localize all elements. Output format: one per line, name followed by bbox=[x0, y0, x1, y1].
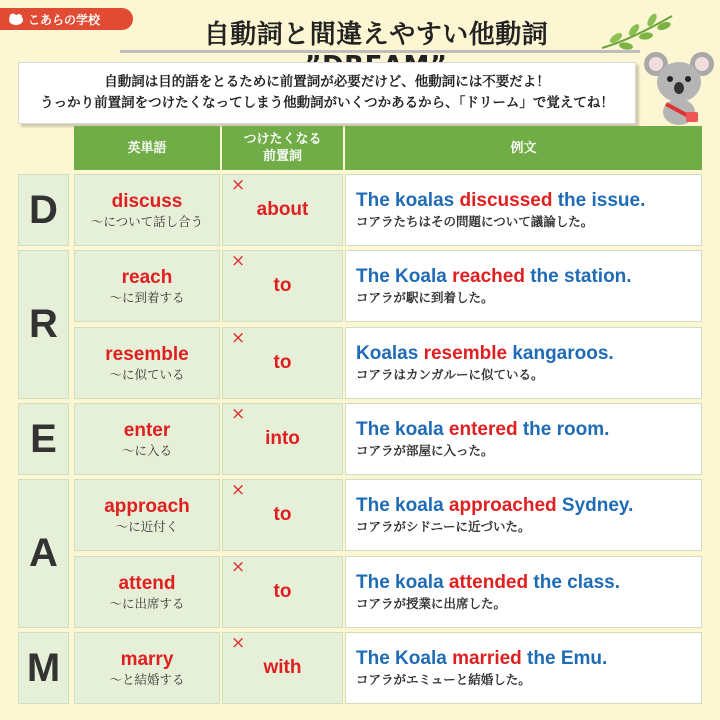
page-title: 自動詞と間違えやすい他動詞 bbox=[203, 20, 549, 50]
example-part: The koalas bbox=[356, 190, 460, 211]
word-meaning: ～に到着する bbox=[109, 289, 185, 305]
intro-message bbox=[18, 62, 636, 124]
example-part: kangaroos. bbox=[507, 343, 614, 364]
table-row-example bbox=[345, 174, 702, 246]
table-row-example bbox=[345, 327, 702, 399]
letter-e: E bbox=[18, 403, 69, 475]
intro-line-1: 自動詞は目的語をとるために前置詞が必要だけど、他動詞には不要だよ！ bbox=[104, 74, 550, 90]
header-example: 例文 bbox=[345, 126, 702, 170]
table-row-word bbox=[74, 327, 220, 399]
word-meaning: ～と結婚する bbox=[109, 671, 185, 687]
word-en: enter bbox=[123, 419, 171, 441]
table-row-word bbox=[74, 174, 220, 246]
word-en: reach bbox=[121, 266, 173, 288]
word-en: approach bbox=[104, 495, 190, 517]
word-meaning: ～に近付く bbox=[115, 518, 179, 534]
preposition: into bbox=[265, 428, 300, 449]
example-verb: attended bbox=[448, 572, 529, 593]
preposition: to bbox=[273, 581, 292, 602]
table-row-example bbox=[345, 403, 702, 475]
example-part: the station. bbox=[524, 266, 632, 287]
intro-line-2: うっかり前置詞をつけたくなってしまう他動詞がいくつかあるから、「ドリーム」で覚えてね！ bbox=[40, 95, 614, 111]
title-divider bbox=[120, 50, 640, 53]
example-sentence bbox=[356, 189, 701, 213]
word-en: attend bbox=[118, 572, 176, 594]
word-meaning: ～に出席する bbox=[109, 595, 185, 611]
word-en: resemble bbox=[105, 343, 189, 365]
example-part: The koala bbox=[356, 419, 449, 440]
cloud-icon bbox=[8, 12, 24, 26]
word-en: marry bbox=[120, 648, 174, 670]
example-verb: discussed bbox=[459, 190, 553, 211]
table-row-example bbox=[345, 556, 702, 628]
word-en: discuss bbox=[111, 190, 183, 212]
table-row-word bbox=[74, 632, 220, 704]
header-preposition bbox=[222, 126, 343, 170]
example-sentence bbox=[356, 647, 701, 671]
example-sentence bbox=[356, 418, 701, 442]
example-part: Sydney. bbox=[556, 495, 634, 516]
cross-mark-icon: × bbox=[231, 480, 246, 500]
preposition: to bbox=[273, 504, 292, 525]
example-verb: entered bbox=[448, 419, 518, 440]
table-row-prep bbox=[222, 174, 343, 246]
example-sentence bbox=[356, 494, 701, 518]
badge-label: こあらの学校 bbox=[28, 12, 101, 27]
table-row-example bbox=[345, 632, 702, 704]
preposition: about bbox=[256, 199, 309, 220]
example-translation: コアラが授業に出席した。 bbox=[356, 596, 507, 611]
example-translation: コアラたちはその問題について議論した。 bbox=[356, 214, 594, 229]
word-meaning: ～に入る bbox=[121, 442, 172, 458]
example-part: The Koala bbox=[356, 266, 453, 287]
table-row-prep bbox=[222, 632, 343, 704]
word-meaning: ～について話し合う bbox=[90, 213, 204, 229]
preposition: to bbox=[273, 352, 292, 373]
preposition: to bbox=[273, 275, 292, 296]
header-prep-line-1: つけたくなる bbox=[243, 132, 322, 147]
school-badge bbox=[0, 8, 133, 30]
example-verb: resemble bbox=[423, 343, 508, 364]
example-verb: married bbox=[452, 648, 522, 669]
example-translation: コアラがエミューと結婚した。 bbox=[356, 672, 531, 687]
example-part: the room. bbox=[517, 419, 610, 440]
preposition: with bbox=[263, 657, 302, 678]
cross-mark-icon: × bbox=[231, 633, 246, 653]
table-row-prep bbox=[222, 479, 343, 551]
table-row-prep bbox=[222, 403, 343, 475]
example-translation: コアラが部屋に入った。 bbox=[356, 443, 494, 458]
cross-mark-icon: × bbox=[231, 404, 246, 424]
header-word: 英単語 bbox=[74, 126, 220, 170]
example-part: the class. bbox=[528, 572, 620, 593]
example-sentence bbox=[356, 571, 701, 595]
table-row-word bbox=[74, 556, 220, 628]
word-meaning: ～に似ている bbox=[109, 366, 185, 382]
example-part: the Emu. bbox=[521, 648, 608, 669]
letter-r: R bbox=[18, 250, 69, 399]
table-row-word bbox=[74, 479, 220, 551]
table-row-prep bbox=[222, 250, 343, 322]
example-translation: コアラが駅に到着した。 bbox=[356, 290, 494, 305]
cross-mark-icon: × bbox=[231, 175, 246, 195]
table-row-word bbox=[74, 403, 220, 475]
table-row-prep bbox=[222, 556, 343, 628]
letter-d: D bbox=[18, 174, 69, 246]
example-part: The koala bbox=[356, 572, 449, 593]
cross-mark-icon: × bbox=[231, 328, 246, 348]
cross-mark-icon: × bbox=[231, 251, 246, 271]
eucalyptus-leaves-icon bbox=[600, 10, 675, 52]
koala-mascot-icon bbox=[642, 48, 716, 126]
table-row-word bbox=[74, 250, 220, 322]
example-sentence bbox=[356, 265, 701, 289]
cross-mark-icon: × bbox=[231, 557, 246, 577]
example-part: the issue. bbox=[552, 190, 646, 211]
table-row-prep bbox=[222, 327, 343, 399]
table-row-example bbox=[345, 479, 702, 551]
letter-m: M bbox=[18, 632, 69, 704]
example-translation: コアラはカンガルーに似ている。 bbox=[356, 367, 544, 382]
example-translation: コアラがシドニーに近づいた。 bbox=[356, 519, 531, 534]
table-row-example bbox=[345, 250, 702, 322]
example-verb: reached bbox=[452, 266, 525, 287]
letter-a: A bbox=[18, 479, 69, 628]
example-verb: approached bbox=[448, 495, 557, 516]
example-part: Koalas bbox=[356, 343, 424, 364]
example-part: The Koala bbox=[356, 648, 453, 669]
example-part: The koala bbox=[356, 495, 449, 516]
header-prep-line-2: 前置詞 bbox=[262, 149, 302, 164]
example-sentence bbox=[356, 342, 701, 366]
